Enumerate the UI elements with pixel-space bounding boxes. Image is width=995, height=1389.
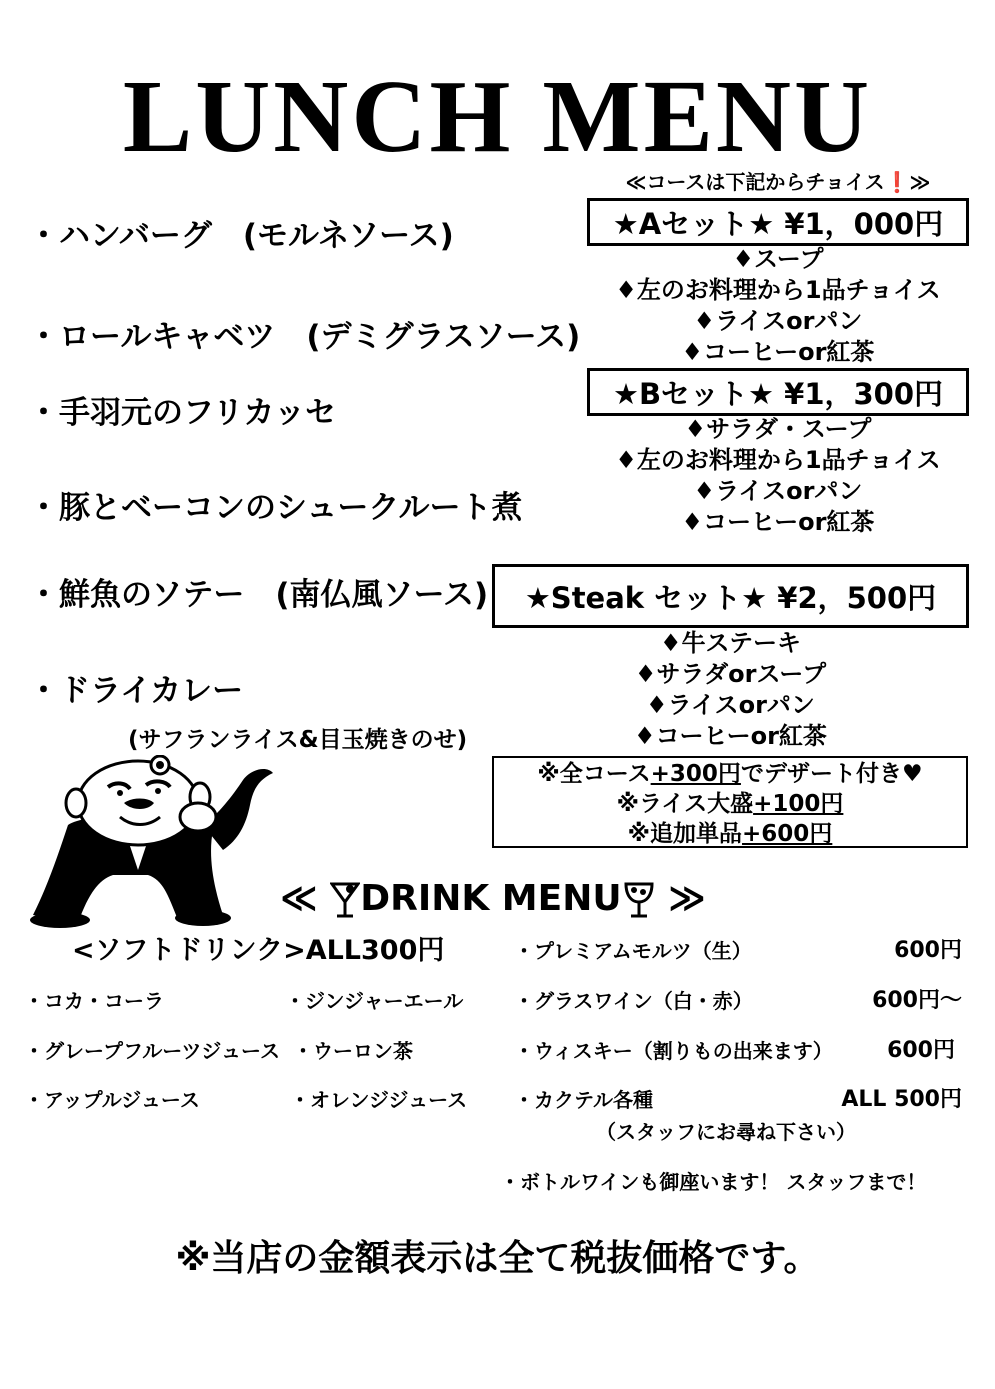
alcohol-price: 600円～ [872, 988, 962, 1013]
extras-dessert [494, 759, 966, 789]
alcohol-price: 600円 [894, 938, 962, 963]
alcohol-item: ・ウィスキー（割りもの出来ます） [514, 1039, 833, 1063]
set-b-box [587, 368, 969, 416]
soft-drink-title: <ソフトドリンク>ALL300円 [72, 935, 445, 966]
drink-title-text: DRINK MENU [360, 878, 622, 919]
set-a-lines [588, 244, 968, 368]
set-b-line: ♦コーヒーor紅茶 [681, 508, 875, 536]
dish-item: ・手羽元のフリカッセ [28, 395, 337, 431]
soft-drink-item: ・グレープフルーツジュース [24, 1039, 280, 1063]
course-note: ≪コースは下記からチョイス❗≫ [625, 170, 931, 194]
drink-title-close: ≫ [668, 878, 706, 919]
bottle-wine-note: ・ボトルワインも御座います！ スタッフまで！ [500, 1170, 927, 1194]
alcohol-item: ・プレミアムモルツ（生） [514, 939, 752, 963]
page-title: LUNCH MENU [122, 59, 873, 174]
set-b-line: ♦サラダ・スープ [684, 415, 872, 443]
soft-drink-item: ・オレンジジュース [290, 1088, 468, 1112]
dish-item: ・ロールキャベツ (デミグラスソース) [28, 319, 581, 355]
set-steak-lines [492, 628, 969, 752]
set-b-line: ♦ライスorパン [693, 477, 863, 505]
set-steak-line: ♦ライスorパン [646, 691, 815, 719]
dish-item: ・ハンバーグ (モルネソース) [28, 218, 454, 254]
dish-item: ・鮮魚のソテー (南仏風ソース) [28, 577, 489, 613]
set-a-line: ♦ライスorパン [693, 307, 863, 335]
soft-drink-item: ・コカ・コーラ [24, 989, 164, 1013]
drink-menu-title [280, 875, 706, 923]
extras-rice-prefix: ※ライス大盛 [616, 791, 754, 817]
extras-dessert-prefix: ※全コース [537, 761, 651, 787]
alcohol-item: ・グラスワイン（白・赤） [514, 989, 753, 1013]
soft-drink-item: ・ジンジャーエール [285, 989, 464, 1013]
extras-box [492, 756, 968, 848]
mascot-illustration [28, 755, 278, 930]
extras-single-prefix: ※追加単品 [627, 821, 743, 847]
set-b-lines [588, 414, 968, 538]
set-a-box [587, 198, 969, 246]
set-steak-line: ♦サラダorスープ [634, 660, 827, 688]
dish-item: ・ドライカレー [28, 673, 244, 709]
set-steak-line: ♦牛ステーキ [659, 629, 802, 657]
set-steak-box [492, 564, 969, 628]
set-a-name: ★Aセット★ ¥1，000円 [612, 206, 944, 241]
dish-note: (サフランライス&目玉焼きのせ) [128, 727, 468, 753]
extras-single-price: +600円 [742, 821, 833, 847]
set-a-line: ♦スープ [732, 245, 824, 273]
cocktail-glass-icon [330, 880, 360, 920]
extras-rice [494, 789, 966, 819]
alcohol-item: ・カクテル各種 [514, 1088, 653, 1112]
tax-note: ※当店の金額表示は全て税抜価格です。 [175, 1238, 820, 1279]
alcohol-price: ALL 500円 [841, 1087, 962, 1112]
extras-dessert-price: +300円 [650, 761, 741, 787]
wine-glass-icon [622, 880, 656, 920]
extras-rice-price: +100円 [753, 791, 844, 817]
alcohol-price: 600円 [887, 1038, 955, 1063]
extras-dessert-suffix: でデザート付き♥ [740, 761, 923, 787]
cocktail-note: （スタッフにお尋ね下さい） [596, 1120, 856, 1144]
set-a-line: ♦左のお料理から1品チョイス [615, 276, 941, 304]
dish-item: ・豚とベーコンのシュークルート煮 [28, 490, 523, 526]
set-steak-line: ♦コーヒーor紅茶 [634, 722, 827, 750]
soft-drink-item: ・ウーロン茶 [293, 1039, 413, 1063]
drink-title-open: ≪ [280, 878, 318, 919]
set-a-line: ♦コーヒーor紅茶 [681, 338, 875, 366]
set-steak-name: ★Steak セット★ ¥2，500円 [524, 580, 937, 615]
soft-drink-item: ・アップルジュース [24, 1088, 200, 1112]
set-b-line: ♦左のお料理から1品チョイス [615, 446, 941, 474]
extras-single [494, 819, 966, 849]
set-b-name: ★Bセット★ ¥1，300円 [612, 376, 944, 411]
